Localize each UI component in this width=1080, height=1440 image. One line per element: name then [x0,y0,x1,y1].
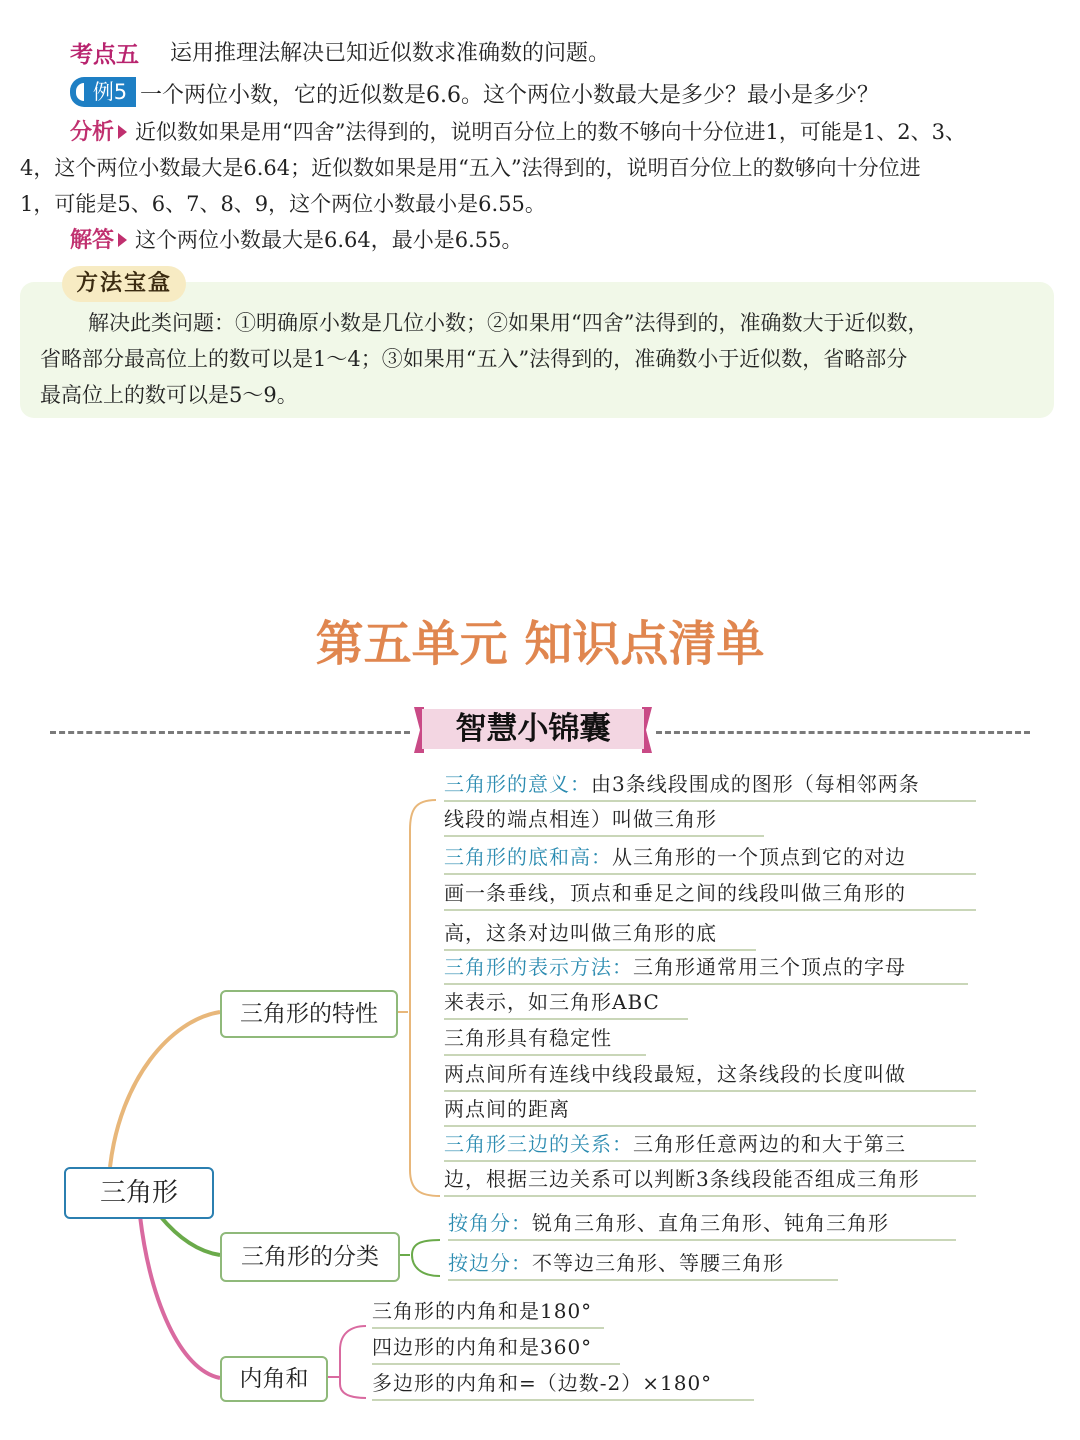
example-text: 一个两位小数，它的近似数是6.6。这个两位小数最大是多少？最小是多少？ [140,83,879,108]
leaf-notation: 三角形的表示方法：三角形通常用三个顶点的字母 [444,953,968,985]
leaf-by-angle: 按角分：锐角三角形、直角三角形、钝角三角形 [448,1209,956,1241]
leaf-base-height: 三角形的底和高：从三角形的一个顶点到它的对边 [444,843,976,875]
answer-lead: 解答 [70,228,115,253]
leaf-triangle-angle-sum: 三角形的内角和是180° [372,1297,604,1329]
method-line-1: 解决此类问题：①明确原小数是几位小数；②如果用“四舍”法得到的，准确数大于近似数， [88,311,929,335]
leaf-definition-cont: 线段的端点相连）叫做三角形 [444,805,764,837]
analysis-lead: 分析 [70,120,115,145]
mindmap-node-triangle-properties: 三角形的特性 [220,990,398,1038]
mindmap-node-interior-angles: 内角和 [220,1356,328,1402]
answer-text: 这个两位小数最大是6.64，最小是6.55。 [135,228,523,252]
leaf-polygon-angle-sum: 多边形的内角和=（边数-2）×180° [372,1369,754,1401]
leaf-side-relation: 三角形三边的关系：三角形任意两边的和大于第三 [444,1130,976,1162]
analysis-text-1: 近似数如果是用“四舍”法得到的，说明百分位上的数不够向十分位进1，可能是1、2、3、 [135,120,966,144]
method-title: 方法宝盒 [62,266,186,302]
leaf-quadrilateral-angle-sum: 四边形的内角和是360° [372,1333,620,1365]
kaodian-text: 运用推理法解决已知近似数求准确数的问题。 [170,41,611,66]
leaf-stability: 三角形具有稳定性 [444,1024,646,1056]
method-line-3: 最高位上的数可以是5～9。 [40,383,298,407]
leaf-shortest-line: 两点间所有连线中线段最短，这条线段的长度叫做 [444,1060,976,1092]
leaf-base-height-cont: 画一条垂线，顶点和垂足之间的线段叫做三角形的 [444,879,976,911]
banner-title: 智慧小锦囊 [455,711,611,747]
leaf-definition: 三角形的意义：由3条线段围成的图形（每相邻两条 [444,770,976,802]
method-line-2: 省略部分最高位上的数可以是1～4；③如果用“五入”法得到的，准确数小于近似数，省略部分 [40,347,908,371]
mindmap-root: 三角形 [64,1167,214,1219]
leaf-side-relation-cont: 边，根据三边关系可以判断3条线段能否组成三角形 [444,1165,976,1197]
leaf-notation-cont: 来表示，如三角形ABC [444,988,688,1020]
analysis-line-3: 1，可能是5、6、7、8、9，这个两位小数最小是6.55。 [20,192,546,216]
leaf-distance: 两点间的距离 [444,1095,976,1127]
analysis-line-2: 4，这个两位小数最大是6.64；近似数如果是用“五入”法得到的，说明百分位上的数够向十分位进 [20,156,921,180]
unit-title: 第五单元 知识点清单 [315,616,765,672]
leaf-base-height-end: 高，这条对边叫做三角形的底 [444,919,756,951]
leaf-by-side: 按边分：不等边三角形、等腰三角形 [448,1249,838,1281]
mindmap-node-triangle-classification: 三角形的分类 [220,1232,400,1282]
kaodian-label: 考点五 [70,42,139,68]
example-badge-label: 例5 [84,77,136,107]
